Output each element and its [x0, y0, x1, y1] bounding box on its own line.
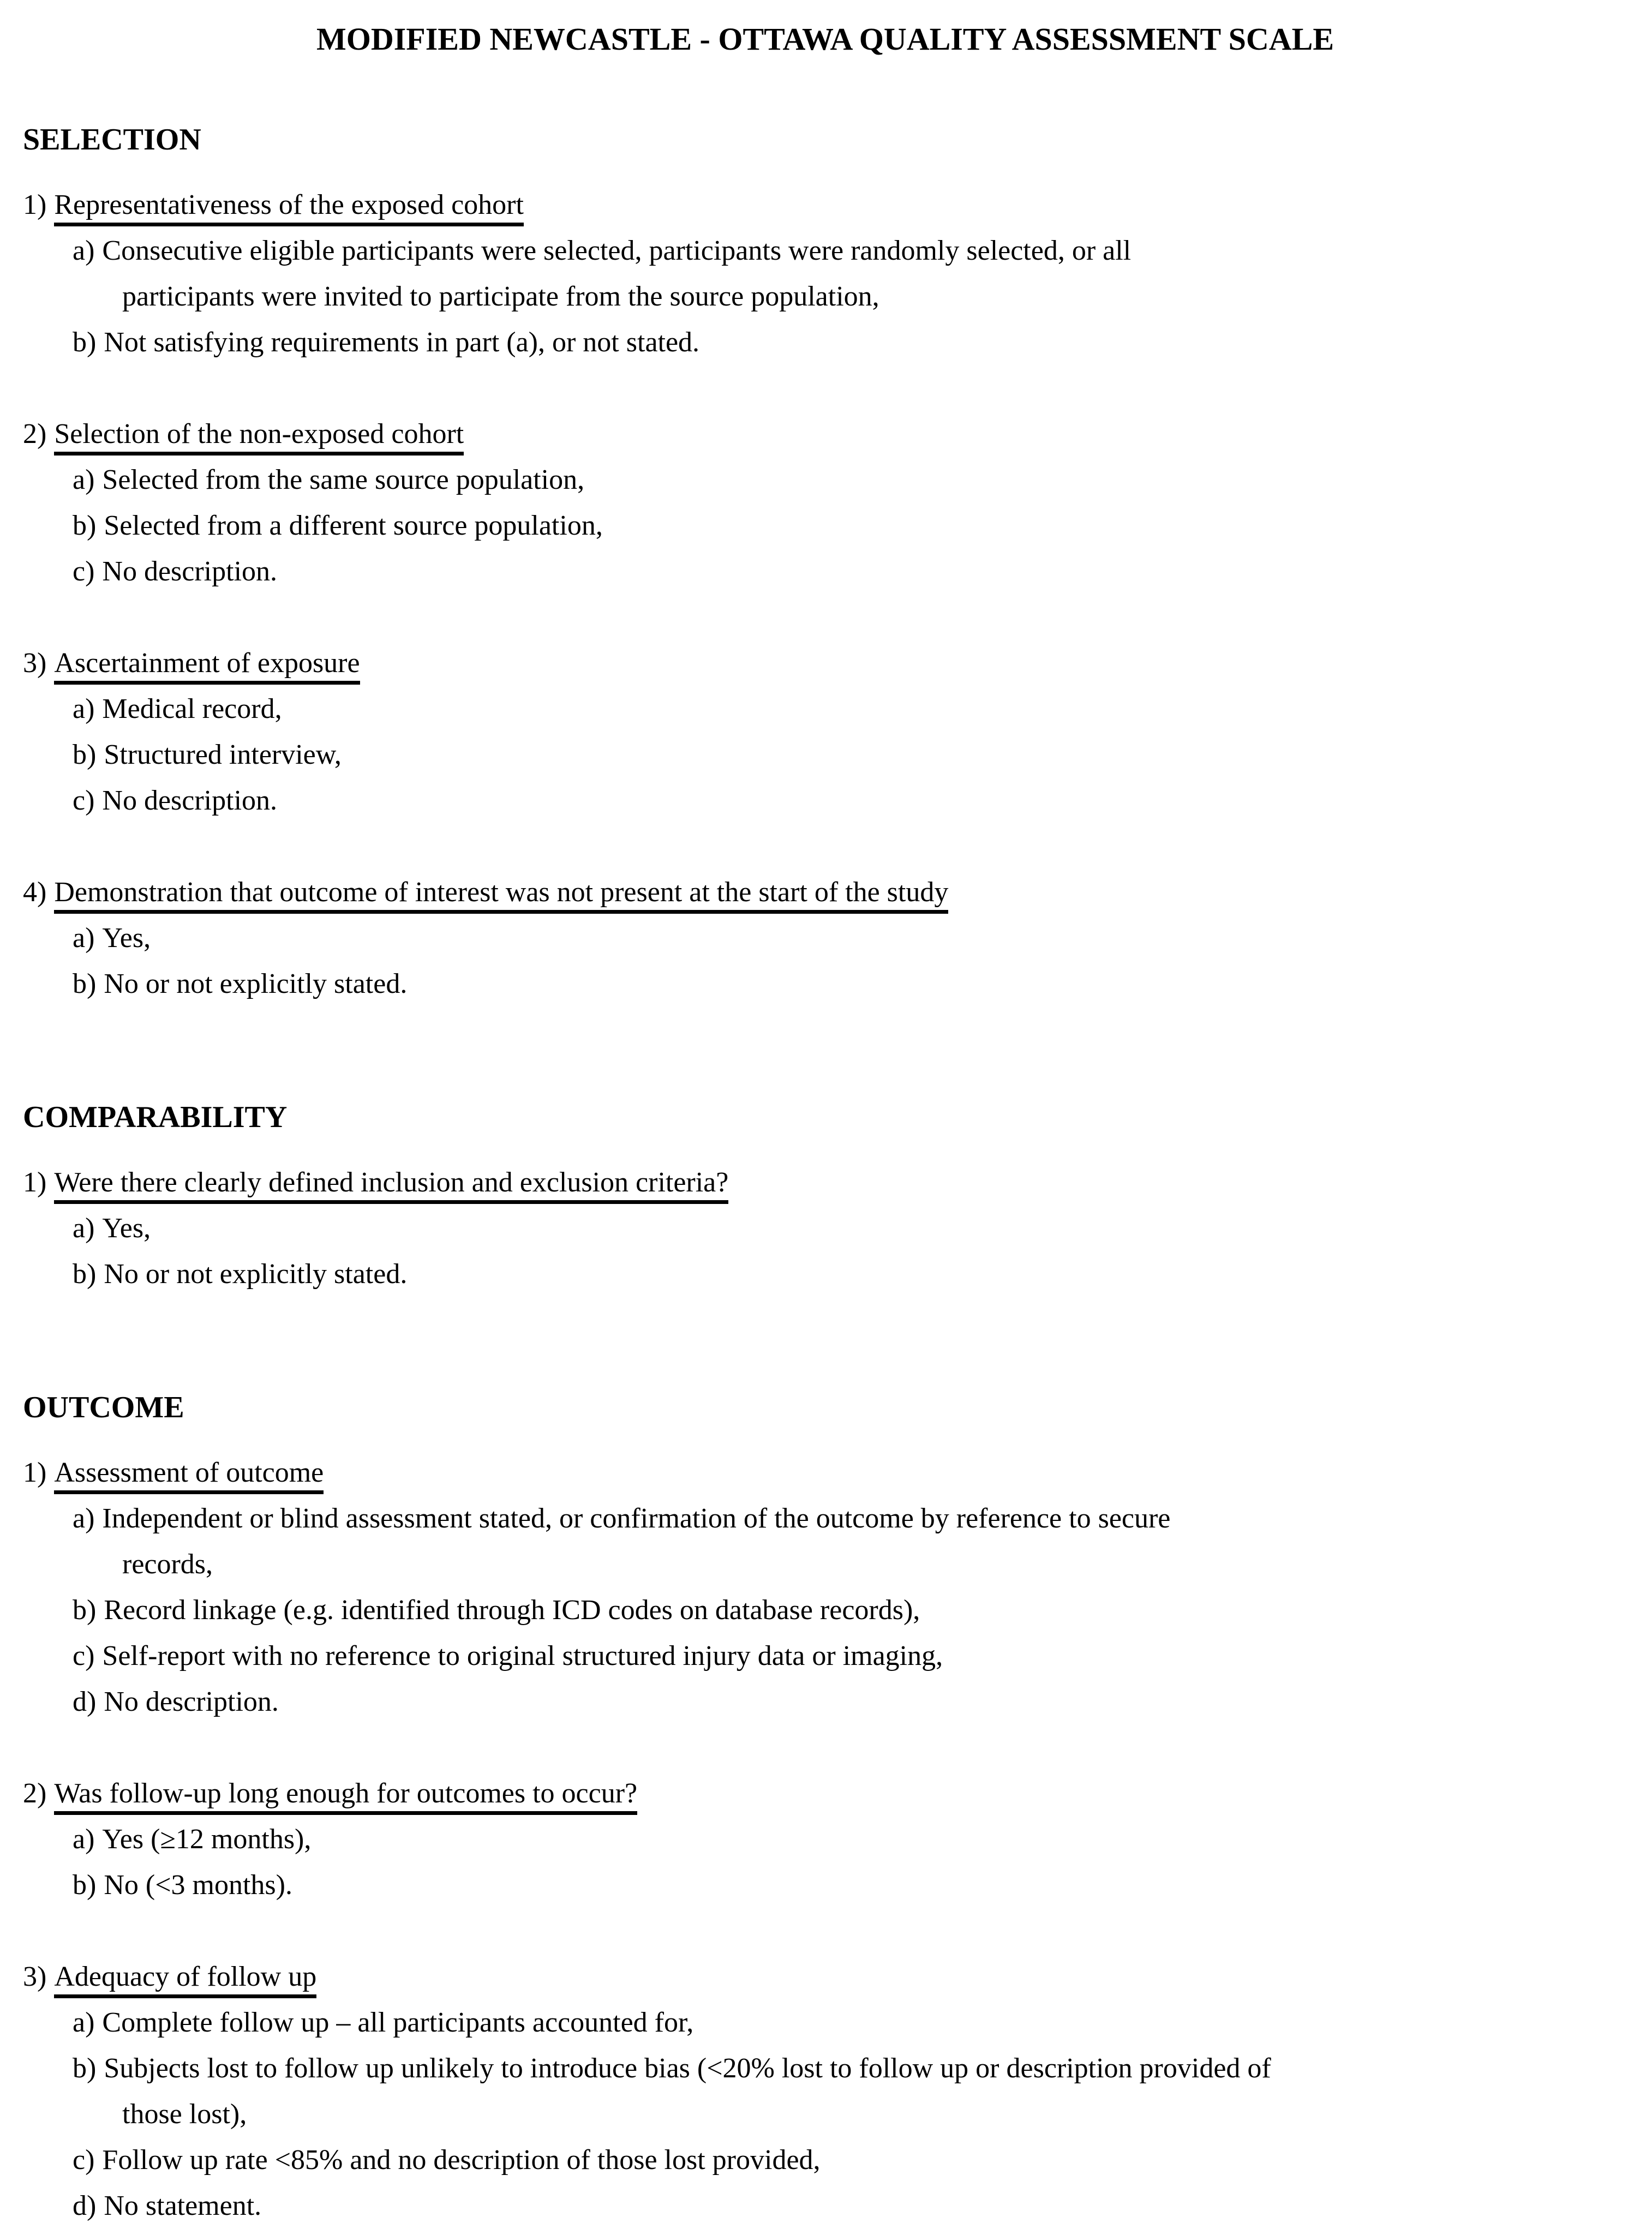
question-line — [23, 640, 1627, 686]
option-c — [23, 778, 1627, 824]
option-text: Record linkage (e.g. identified through ICD codes on database records), — [104, 1595, 920, 1626]
option-b — [23, 961, 1627, 1007]
selection-q4 — [23, 870, 1627, 1007]
option-text-continued: records, — [122, 1549, 213, 1580]
option-text-continued: participants were invited to participate from the source population, — [122, 281, 879, 312]
question-number: 2) — [23, 1778, 47, 1809]
option-label: c) — [73, 785, 95, 816]
option-c — [23, 1633, 1627, 1679]
comparability-q1 — [23, 1160, 1627, 1297]
option-label: b) — [73, 1259, 97, 1290]
question-line — [23, 1160, 1627, 1206]
option-d — [23, 2183, 1627, 2229]
option-a — [23, 1206, 1627, 1251]
option-text: No or not explicitly stated. — [104, 968, 408, 999]
option-text: No statement. — [104, 2190, 262, 2221]
option-label: b) — [73, 968, 97, 999]
question-number: 3) — [23, 1961, 47, 1992]
option-label: a) — [73, 1213, 95, 1244]
outcome-q1 — [23, 1450, 1627, 1725]
outcome-q2 — [23, 1771, 1627, 1908]
option-label: d) — [73, 2190, 97, 2221]
question-number: 1) — [23, 189, 47, 220]
option-a — [23, 1817, 1627, 1862]
option-b-continuation — [23, 2092, 1627, 2137]
option-b — [23, 2046, 1627, 2092]
selection-q3 — [23, 640, 1627, 824]
question-number: 1) — [23, 1167, 47, 1198]
option-b — [23, 320, 1627, 365]
question-title: Assessment of outcome — [54, 1457, 324, 1494]
question-title: Demonstration that outcome of interest was not present at the start of the study — [54, 877, 948, 914]
question-title: Adequacy of follow up — [54, 1961, 316, 1998]
option-text: Self-report with no reference to original structured injury data or imaging, — [102, 1640, 943, 1671]
option-text: Yes (≥12 months), — [102, 1824, 312, 1855]
option-a — [23, 2000, 1627, 2046]
outcome-q3 — [23, 1954, 1627, 2229]
question-number: 1) — [23, 1457, 47, 1488]
option-b — [23, 1251, 1627, 1297]
option-text: Selected from a different source population, — [104, 510, 603, 541]
option-label: b) — [73, 2053, 97, 2084]
option-text: Yes, — [102, 922, 151, 954]
option-b — [23, 1862, 1627, 1908]
option-text: Selected from the same source population, — [102, 464, 585, 495]
option-label: c) — [73, 556, 95, 587]
question-line — [23, 1954, 1627, 2000]
option-text: Follow up rate <85% and no description of those lost provided, — [102, 2144, 821, 2176]
section-heading-comparability: COMPARABILITY — [23, 1100, 288, 1134]
option-text-continued: those lost), — [122, 2099, 247, 2130]
option-a — [23, 915, 1627, 961]
option-label: b) — [73, 327, 97, 358]
option-label: c) — [73, 1640, 95, 1671]
option-text: Complete follow up – all participants accounted for, — [102, 2007, 694, 2038]
question-line — [23, 870, 1627, 915]
option-text: No description. — [102, 785, 278, 816]
option-d — [23, 1679, 1627, 1725]
option-label: b) — [73, 1870, 97, 1901]
question-title: Selection of the non-exposed cohort — [54, 418, 464, 456]
option-label: a) — [73, 464, 95, 495]
question-title: Representativeness of the exposed cohort — [54, 189, 524, 226]
question-title: Ascertainment of exposure — [54, 648, 360, 685]
question-title: Were there clearly defined inclusion and exclusion criteria? — [54, 1167, 728, 1204]
selection-q1 — [23, 182, 1627, 365]
option-label: b) — [73, 1595, 97, 1626]
option-text: Independent or blind assessment stated, or confirmation of the outcome by reference to secure — [102, 1503, 1171, 1534]
option-label: a) — [73, 235, 95, 266]
option-text: No description. — [102, 556, 278, 587]
section-heading-outcome: OUTCOME — [23, 1391, 184, 1424]
option-b — [23, 732, 1627, 778]
option-text: No or not explicitly stated. — [104, 1259, 408, 1290]
section-selection — [23, 117, 1627, 1007]
selection-q2 — [23, 411, 1627, 595]
option-label: a) — [73, 2007, 95, 2038]
option-c — [23, 2137, 1627, 2183]
option-label: d) — [73, 1686, 97, 1717]
question-title: Was follow-up long enough for outcomes to occur? — [54, 1778, 637, 1815]
section-outcome — [23, 1385, 1627, 2229]
option-label: a) — [73, 1824, 95, 1855]
question-line — [23, 182, 1627, 228]
question-line — [23, 1771, 1627, 1817]
document-title: MODIFIED NEWCASTLE - OTTAWA QUALITY ASSESSMENT SCALE — [316, 21, 1334, 57]
option-text: Consecutive eligible participants were selected, participants were randomly selected, or all — [102, 235, 1132, 266]
option-text: Yes, — [102, 1213, 151, 1244]
option-a — [23, 1496, 1627, 1542]
option-label: b) — [73, 510, 97, 541]
option-text: Subjects lost to follow up unlikely to introduce bias (<20% lost to follow up or description provided of — [104, 2053, 1271, 2084]
question-number: 2) — [23, 418, 47, 450]
option-text: Medical record, — [102, 693, 282, 724]
option-a — [23, 686, 1627, 732]
option-c — [23, 549, 1627, 595]
option-b — [23, 503, 1627, 549]
option-text: No (<3 months). — [104, 1870, 292, 1901]
option-a-continuation — [23, 274, 1627, 320]
option-label: c) — [73, 2144, 95, 2176]
option-text: Structured interview, — [104, 739, 342, 770]
option-label: a) — [73, 922, 95, 954]
option-a — [23, 228, 1627, 274]
option-a-continuation — [23, 1542, 1627, 1587]
option-label: b) — [73, 739, 97, 770]
question-line — [23, 411, 1627, 457]
question-number: 3) — [23, 648, 47, 679]
question-number: 4) — [23, 877, 47, 908]
section-heading-selection: SELECTION — [23, 123, 201, 157]
option-text: No description. — [104, 1686, 279, 1717]
option-text: Not satisfying requirements in part (a), or not stated. — [104, 327, 700, 358]
option-a — [23, 457, 1627, 503]
section-comparability — [23, 1094, 1627, 1297]
option-label: a) — [73, 1503, 95, 1534]
question-line — [23, 1450, 1627, 1496]
option-label: a) — [73, 693, 95, 724]
option-b — [23, 1587, 1627, 1633]
